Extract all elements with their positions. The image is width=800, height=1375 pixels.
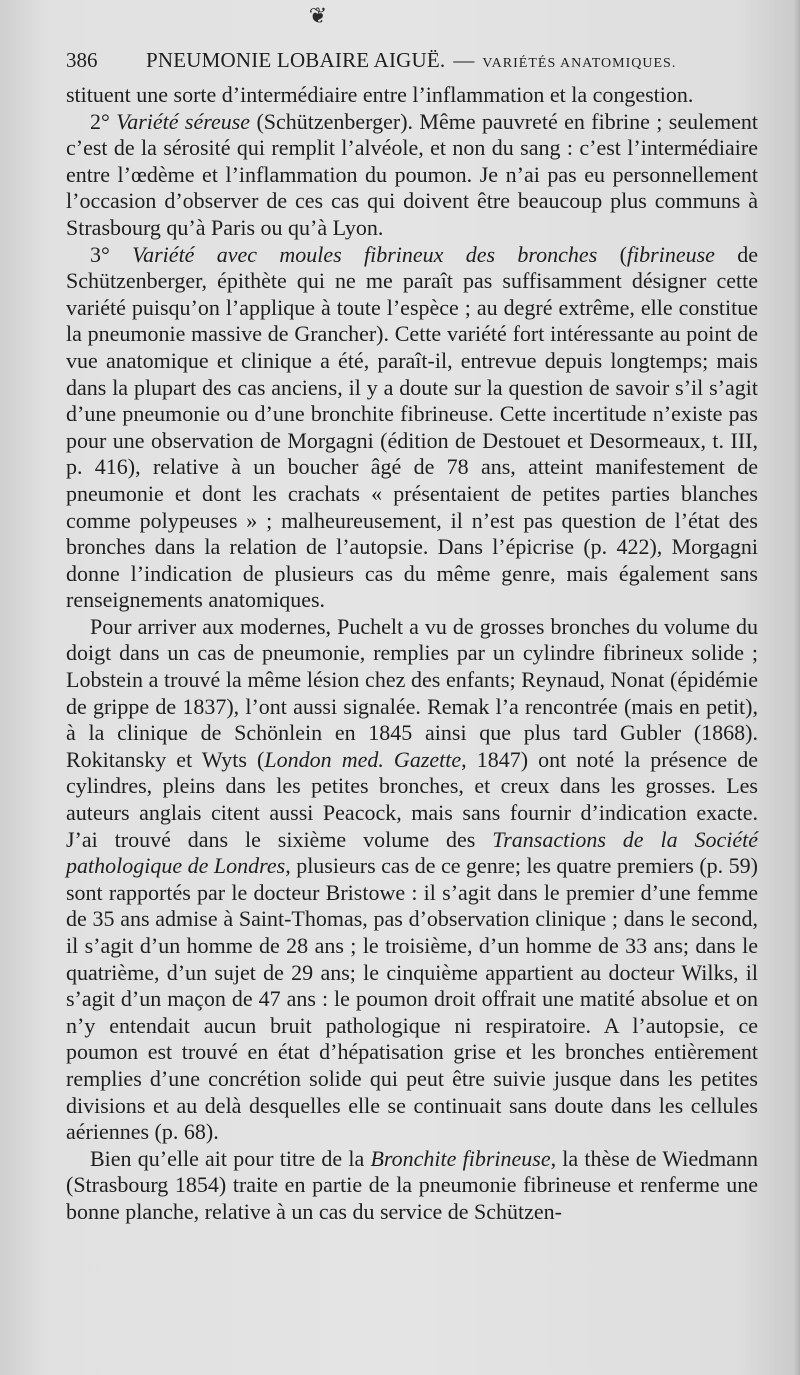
paragraph-text: de Schützenberger, épithète qui ne me paraît pas suffisamment désigner cette variété puisqu’on l’applique à toute l’espèce ; au degré extrême, elle constitue la pneumonie massive de Grancher). Cette variété fort intéressante au point de vue anatomique et clinique a été, paraît-il, entrevue depuis longtemps; mais dans la plupart des cas anciens, il y a doute sur la question de savoir s’il s’agit d’une pneumonie ou d’une bronchite fibrineuse. Cette incertitude n’existe pas pour une observation de Morgagni (édition de Destouet et Desormeaux, t. III, p. 416), relative à un boucher âgé de 78 ans, atteint manifestement de pneumonie et dont les crachats « présentaient de petites parties blanches comme polypeuses » ; malheureusement, il n’est pas question de l’état des bronches dans la relation de l’autopsie. Dans l’épicrise (p. 422), Morgagni donne l’indication de plusieurs cas du même genre, mais également sans renseignements anatomiques.: [66, 241, 759, 613]
journal-title: Transactions de la Société pathologique de Londres: [66, 826, 758, 879]
item-number: 2°: [90, 108, 117, 134]
paragraph-variete-moules: [66, 242, 758, 614]
running-subtitle: VARIÉTÉS ANATOMIQUES.: [482, 56, 677, 71]
body-text: [66, 82, 758, 1226]
item-heading: Variété avec moules fibrineux des bronches: [132, 241, 598, 267]
printer-ornament-icon: ❦: [308, 4, 328, 29]
paragraph-text: , la thèse de Wiedmann (Strasbourg 1854) traite en partie de la pneumonie fibrineuse et renferme une bonne planche, relative à un cas du service de Schützen-: [66, 1145, 758, 1224]
italic-term: fibrineuse: [626, 241, 715, 267]
running-title: PNEUMONIE LOBAIRE AIGUË.: [146, 48, 446, 72]
paragraph-text: , plusieurs cas de ce genre; les quatre premiers (p. 59) sont rapportés par le docteur Bristowe : il s’agit dans le premier d’une femme de 35 ans admise à Saint-Thomas, pas d’observation clinique ; dans le second, il s’agit d’un homme de 28 ans ; le troisième, d’un homme de 33 ans; dans le quatrième, d’un sujet de 29 ans; le cinquième appartient au docteur Wilks, il s’agit d’un maçon de 47 ans : le poumon droit offrait une matité absolue et on n’y entendait aucun bruit pathologique ni respiratoire. A l’autopsie, ce poumon est trouvé en état d’hépatisation grise et les bronches entièrement remplies d’une concrétion solide qui peut être suivie jusque dans les petites divisions et au delà desquelles elle se continuait sans doute dans les cellules aériennes (p. 68).: [66, 853, 759, 1145]
thesis-title: Bronchite fibrineuse: [370, 1145, 551, 1171]
paragraph-variete-sereuse: [66, 109, 758, 242]
page-edge-shadow: [794, 0, 800, 1375]
header-separator: —: [453, 48, 475, 72]
paragraph-text: Pour arriver aux modernes, Puchelt a vu de grosses bronches du volume du doigt dans un cas de pneumonie, remplies par un cylindre fibrineux solide ; Lobstein a trouvé la même lésion chez des enfants; Reynaud, Nonat (épidémie de grippe de 1837), l’ont aussi signalée. Remak l’a rencontrée (mais en petit), à la clinique de Schönlein en 1845 ainsi que plus tard Gubler (1868). Rokitansky et Wyts (: [66, 613, 758, 772]
paragraph-wiedmann: [66, 1146, 758, 1226]
paragraph-continuation: stituent une sorte d’intermédiaire entre l’inflammation et la congestion.: [66, 82, 694, 107]
paragraph-modernes: [66, 614, 758, 1146]
page-number: 386: [66, 48, 98, 72]
paragraph-text: (Schützenberger). Même pauvreté en fibrine ; seulement c’est de la sérosité qui remplit l’alvéole, et non du sang : c’est l’intermédiaire entre l’œdème et l’inflammation du poumon. Je n’ai pas eu personnellement l’occasion d’observer de ces cas qui doivent être beaucoup plus communs à Strasbourg qu’à Paris ou qu’à Lyon.: [66, 108, 758, 240]
item-number: 3°: [90, 241, 133, 267]
running-header: [66, 46, 766, 74]
item-heading: Variété séreuse: [116, 108, 251, 134]
paragraph-text: , 1847) ont noté la présence de cylindres, pleins dans les petites bronches, et creux dans les grosses. Les auteurs anglais citent aussi Peacock, mais sans fournir d’indication exacte. J’ai trouvé dans le sixième volume des: [66, 746, 759, 852]
journal-title: London med. Gazette: [264, 746, 462, 772]
paragraph-text: Bien qu’elle ait pour titre de la: [90, 1145, 371, 1171]
paren-open: (: [597, 241, 627, 267]
